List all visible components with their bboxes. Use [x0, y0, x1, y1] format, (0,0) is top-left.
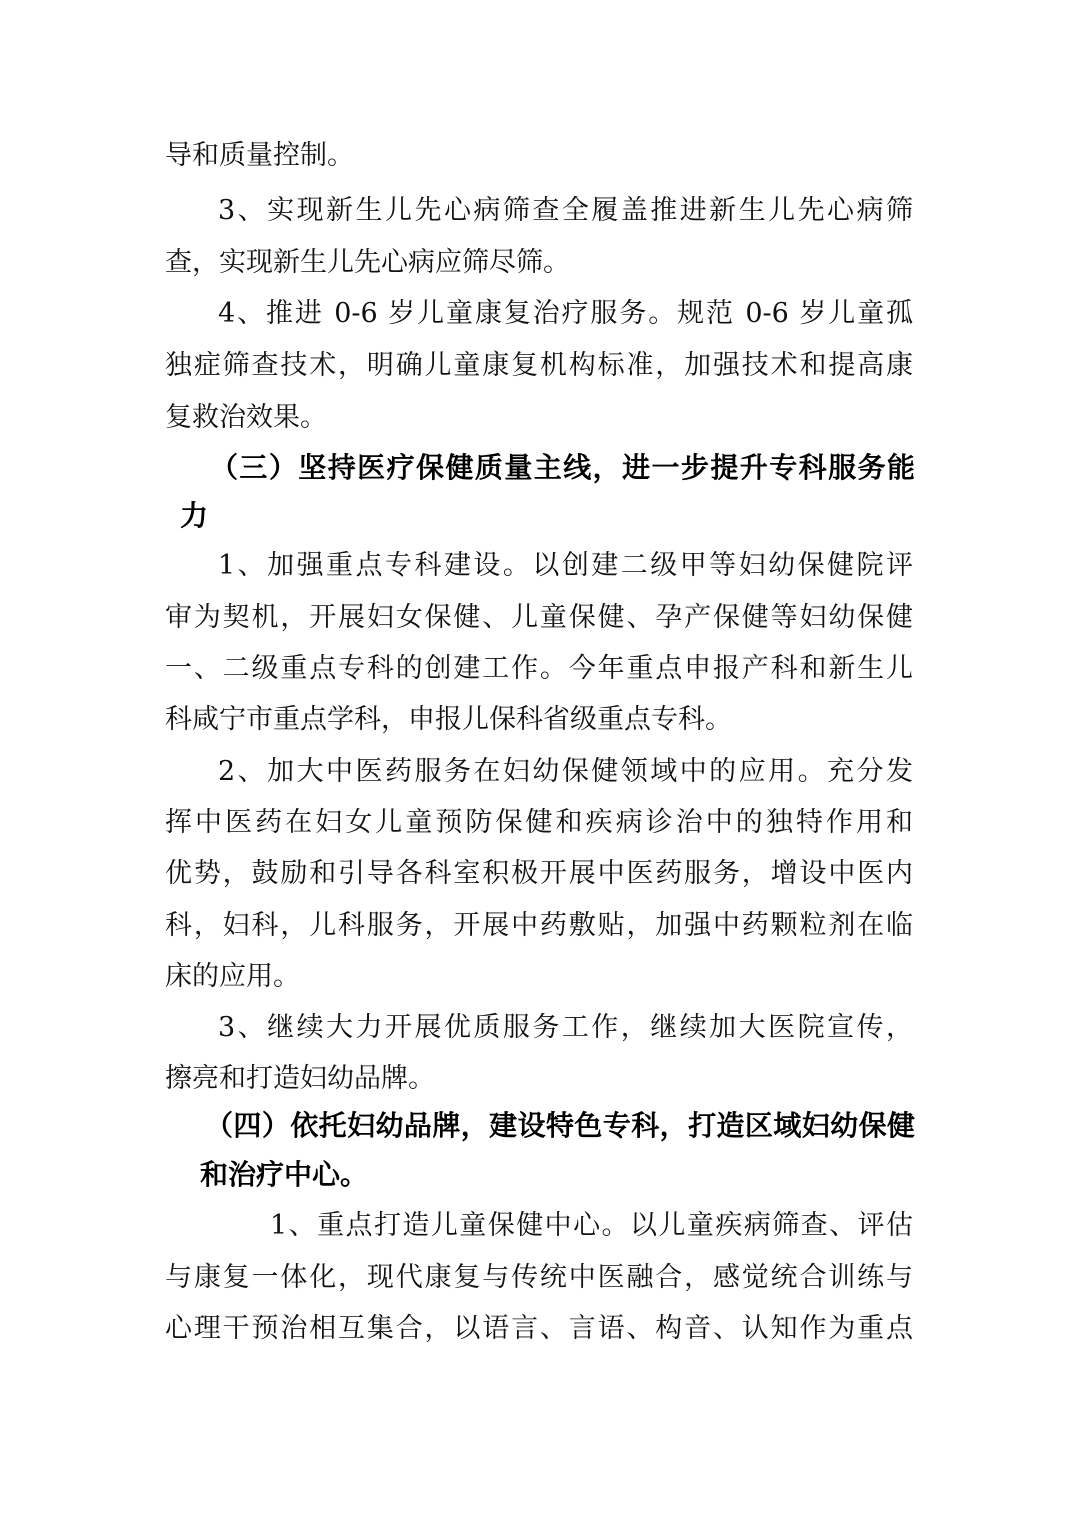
- paragraph-line: 查，实现新生儿先心病应筛尽筛。: [165, 247, 570, 278]
- paragraph-line: 科，妇科，儿科服务，开展中药敷贴，加强中药颗粒剂在临: [165, 910, 913, 941]
- paragraph-line: 一、二级重点专科的创建工作。今年重点申报产科和新生儿: [165, 653, 913, 684]
- paragraph-line: 挥中医药在妇女儿童预防保健和疾病诊治中的独特作用和: [165, 807, 913, 838]
- paragraph-line: 导和质量控制。: [165, 140, 354, 171]
- paragraph-line: 4、推进 0-6 岁儿童康复治疗服务。规范 0-6 岁儿童孤: [218, 298, 913, 329]
- paragraph-line: 1、重点打造儿童保健中心。以儿童疾病筛查、评估: [270, 1210, 913, 1241]
- section-heading-continued: 力: [180, 499, 209, 532]
- paragraph-line: 床的应用。: [165, 961, 300, 992]
- paragraph-line: 1、加强重点专科建设。以创建二级甲等妇幼保健院评: [218, 550, 913, 581]
- paragraph-line: 独症筛查技术，明确儿童康复机构标准，加强技术和提高康: [165, 350, 913, 381]
- paragraph-line: 与康复一体化，现代康复与传统中医融合，感觉统合训练与: [165, 1262, 913, 1293]
- paragraph-line: 心理干预治相互集合，以语言、言语、构音、认知作为重点: [165, 1313, 913, 1344]
- paragraph-line: 审为契机，开展妇女保健、儿童保健、孕产保健等妇幼保健: [165, 602, 913, 633]
- section-heading-continued: 和治疗中心。: [200, 1158, 369, 1191]
- section-heading: （四）依托妇幼品牌，建设特色专科，打造区域妇幼保健: [205, 1109, 915, 1142]
- paragraph-line: 优势，鼓励和引导各科室积极开展中医药服务，增设中医内: [165, 858, 913, 889]
- paragraph-line: 擦亮和打造妇幼品牌。: [165, 1063, 435, 1094]
- paragraph-line: 2、加大中医药服务在妇幼保健领域中的应用。充分发: [218, 756, 913, 787]
- paragraph-line: 3、继续大力开展优质服务工作，继续加大医院宣传，: [218, 1012, 913, 1043]
- paragraph-line: 3、实现新生儿先心病筛查全履盖推进新生儿先心病筛: [218, 195, 913, 226]
- paragraph-line: 科咸宁市重点学科，申报儿保科省级重点专科。: [165, 704, 732, 735]
- paragraph-line: 复救治效果。: [165, 402, 327, 433]
- section-heading: （三）坚持医疗保健质量主线，进一步提升专科服务能: [210, 451, 915, 484]
